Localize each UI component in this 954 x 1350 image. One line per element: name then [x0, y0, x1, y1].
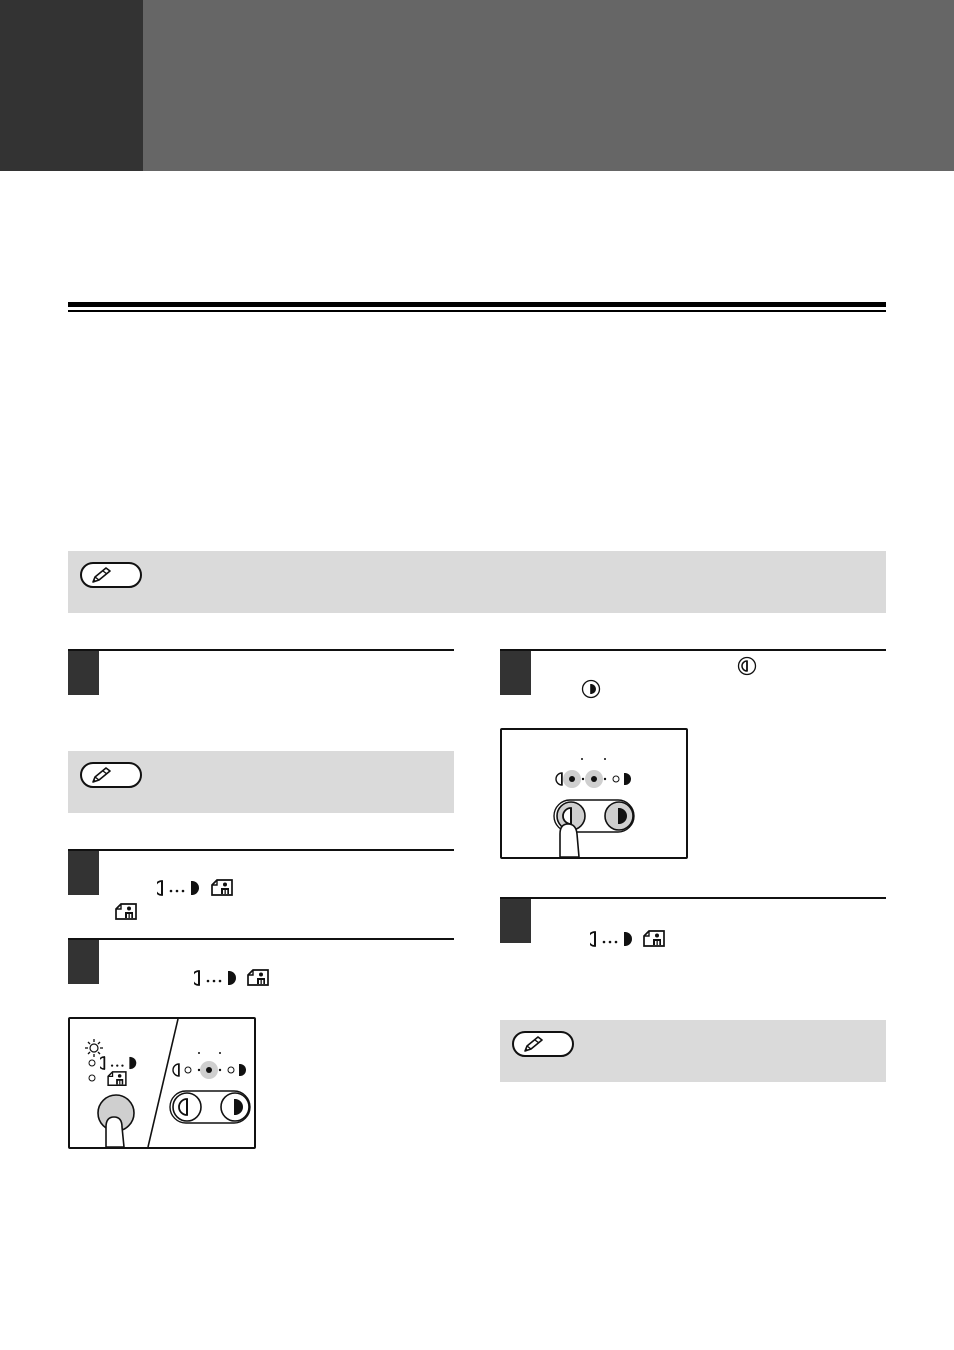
chapter-tab-block [0, 0, 143, 171]
note-badge [80, 762, 142, 788]
step-3-number-block [68, 940, 99, 984]
section-rule-thick [68, 302, 886, 307]
chapter-header-band [143, 0, 954, 171]
exposure-adjust-panel-figure [500, 728, 688, 859]
exposure-auto-icon [194, 969, 238, 987]
exposure-auto-icon [590, 930, 634, 948]
finger-icon [106, 1117, 124, 1147]
note-box-step-5 [500, 1020, 886, 1082]
exposure-mode-panel-figure [68, 1017, 256, 1149]
dark-key-icon [221, 1093, 249, 1121]
photo-mode-icon [114, 903, 138, 921]
step-1-rule [68, 649, 454, 651]
exposure-auto-icon [98, 1057, 136, 1069]
dark-exposure-icon [581, 679, 601, 699]
photo-mode-icon [210, 879, 234, 897]
note-box-step-1 [68, 751, 454, 813]
pencil-icon [90, 767, 114, 785]
step-1-number-block [68, 651, 99, 695]
exposure-level-indicator-icon [173, 1052, 246, 1079]
exposure-level-indicator-icon [556, 758, 631, 788]
step-5-number-block [500, 899, 531, 943]
step-2-rule [68, 849, 454, 851]
light-key-icon [173, 1093, 201, 1121]
finger-icon [560, 824, 579, 857]
photo-mode-icon [642, 930, 666, 948]
photo-mode-icon [108, 1072, 126, 1085]
indicator-blinking-icon [85, 1039, 103, 1057]
step-3-rule [68, 938, 454, 940]
step-5-rule [500, 897, 886, 899]
pencil-icon [522, 1036, 546, 1054]
pencil-icon [90, 567, 114, 585]
note-badge [80, 562, 142, 588]
section-rule-thin [68, 310, 886, 312]
note-box-top [68, 551, 886, 613]
dark-key-icon [605, 802, 633, 830]
note-badge [512, 1031, 574, 1057]
step-2-number-block [68, 851, 99, 895]
step-4-number-block [500, 651, 531, 695]
photo-mode-icon [246, 969, 270, 987]
light-exposure-icon [737, 656, 757, 676]
step-4-rule [500, 649, 886, 651]
exposure-auto-icon [157, 879, 201, 897]
